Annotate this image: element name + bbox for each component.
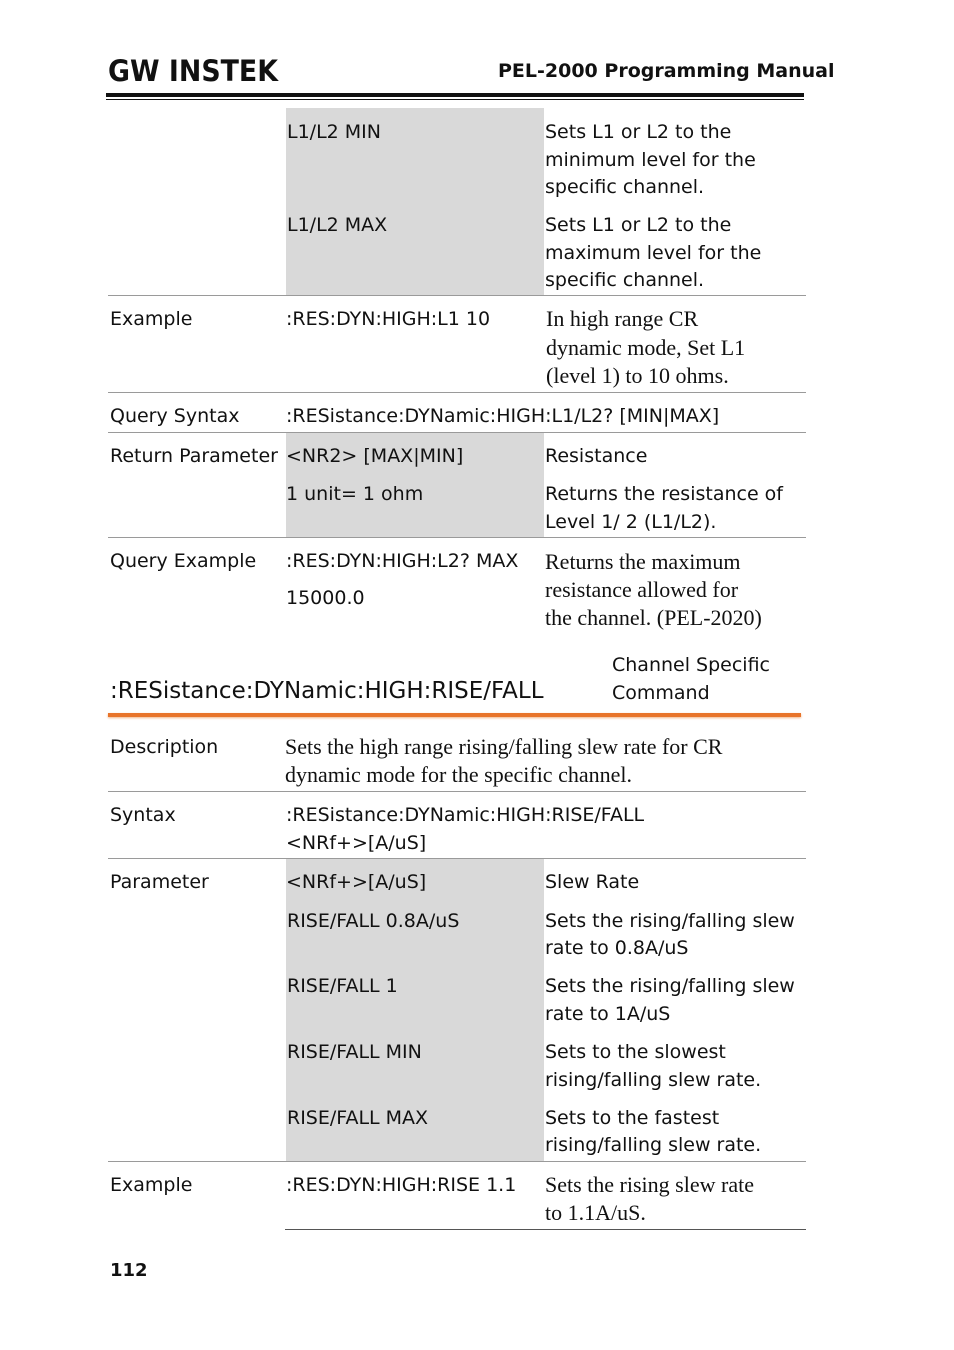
- manual-title: PEL-2000 Programming Manual: [498, 60, 835, 82]
- return-param-name: 1 unit= 1 ohm: [286, 483, 424, 505]
- param-desc-line: minimum level for the: [545, 149, 756, 171]
- gw-instek-logo-icon: [108, 54, 280, 86]
- param-desc-line: rate to 0.8A/uS: [545, 937, 689, 959]
- param-desc-line: Sets the rising/falling slew: [545, 975, 795, 997]
- row-label-return-parameter: Return Parameter: [110, 445, 278, 467]
- example-desc-line: Sets the rising slew rate: [545, 1172, 754, 1197]
- param-name: RISE/FALL MIN: [287, 1041, 422, 1063]
- query-example-result: 15000.0: [286, 587, 365, 609]
- row-divider: [108, 537, 806, 538]
- example-desc-line: (level 1) to 10 ohms.: [546, 363, 729, 388]
- param-desc-line: rate to 1A/uS: [545, 1003, 671, 1025]
- param-name: RISE/FALL MAX: [287, 1107, 429, 1129]
- section-tag-line: Command: [612, 682, 710, 704]
- param-desc-line: rising/falling slew rate.: [545, 1069, 762, 1091]
- row-divider: [108, 295, 806, 296]
- query-example-desc-line: resistance allowed for: [545, 577, 739, 602]
- row-label-example: Example: [110, 308, 193, 330]
- query-example-command: :RES:DYN:HIGH:L2? MAX: [286, 550, 519, 572]
- row-divider: [108, 1161, 806, 1162]
- row-label-description: Description: [110, 736, 219, 758]
- query-syntax-value: :RESistance:DYNamic:HIGH:L1/L2? [MIN|MAX]: [286, 405, 720, 427]
- param-desc-line: Sets L1 or L2 to the: [545, 121, 732, 143]
- row-label-example: Example: [110, 1174, 193, 1196]
- param-desc-line: rising/falling slew rate.: [545, 1134, 762, 1156]
- param-desc-line: maximum level for the: [545, 242, 762, 264]
- syntax-line: <NRf+>[A/uS]: [286, 832, 427, 854]
- param-desc-line: Sets to the fastest: [545, 1107, 720, 1129]
- return-param-desc-line: Returns the resistance of: [545, 483, 783, 505]
- return-param-desc-line: Resistance: [545, 445, 648, 467]
- example-desc-line: dynamic mode, Set L1: [546, 335, 746, 360]
- description-line: dynamic mode for the specific channel.: [285, 762, 632, 787]
- param-desc-line: Sets to the slowest: [545, 1041, 726, 1063]
- example-command: :RES:DYN:HIGH:RISE 1.1: [286, 1174, 517, 1196]
- row-label-syntax: Syntax: [110, 804, 176, 826]
- header-rule-thick: [106, 93, 804, 97]
- row-label-parameter: Parameter: [110, 871, 209, 893]
- param-desc-line: specific channel.: [545, 269, 705, 291]
- syntax-line: :RESistance:DYNamic:HIGH:RISE/FALL: [286, 804, 645, 826]
- example-desc-line: In high range CR: [546, 306, 699, 331]
- brand-logo: [108, 54, 280, 86]
- param-desc-line: Sets the rising/falling slew: [545, 910, 795, 932]
- param-desc-line: Slew Rate: [545, 871, 640, 893]
- svg-text:GW INSTEK: GW INSTEK: [108, 54, 280, 86]
- param-name: <NRf+>[A/uS]: [286, 871, 427, 893]
- row-divider: [108, 791, 806, 792]
- query-example-desc-line: the channel. (PEL-2020): [545, 605, 762, 630]
- table-bottom-rule: [285, 1229, 806, 1230]
- row-label-query-syntax: Query Syntax: [110, 405, 240, 427]
- param-name: RISE/FALL 1: [287, 975, 398, 997]
- description-line: Sets the high range rising/falling slew rate for CR: [285, 734, 723, 759]
- row-divider: [108, 392, 806, 393]
- row-label-query-example: Query Example: [110, 550, 257, 572]
- section-title: :RESistance:DYNamic:HIGH:RISE/FALL: [110, 678, 544, 704]
- section-underline: [108, 713, 801, 717]
- param-desc-line: Sets L1 or L2 to the: [545, 214, 732, 236]
- section-tag-line: Channel Specific: [612, 654, 770, 676]
- param-desc-line: specific channel.: [545, 176, 705, 198]
- page-number: 112: [110, 1260, 148, 1281]
- return-param-name: <NR2> [MAX|MIN]: [286, 445, 464, 467]
- param-name: L1/L2 MAX: [287, 214, 388, 236]
- example-desc-line: to 1.1A/uS.: [545, 1200, 646, 1225]
- param-name: RISE/FALL 0.8A/uS: [287, 910, 460, 932]
- header-rule-thin: [106, 99, 804, 100]
- return-param-desc-line: Level 1/ 2 (L1/L2).: [545, 511, 717, 533]
- query-example-desc-line: Returns the maximum: [545, 549, 741, 574]
- param-name: L1/L2 MIN: [287, 121, 381, 143]
- example-command: :RES:DYN:HIGH:L1 10: [286, 308, 491, 330]
